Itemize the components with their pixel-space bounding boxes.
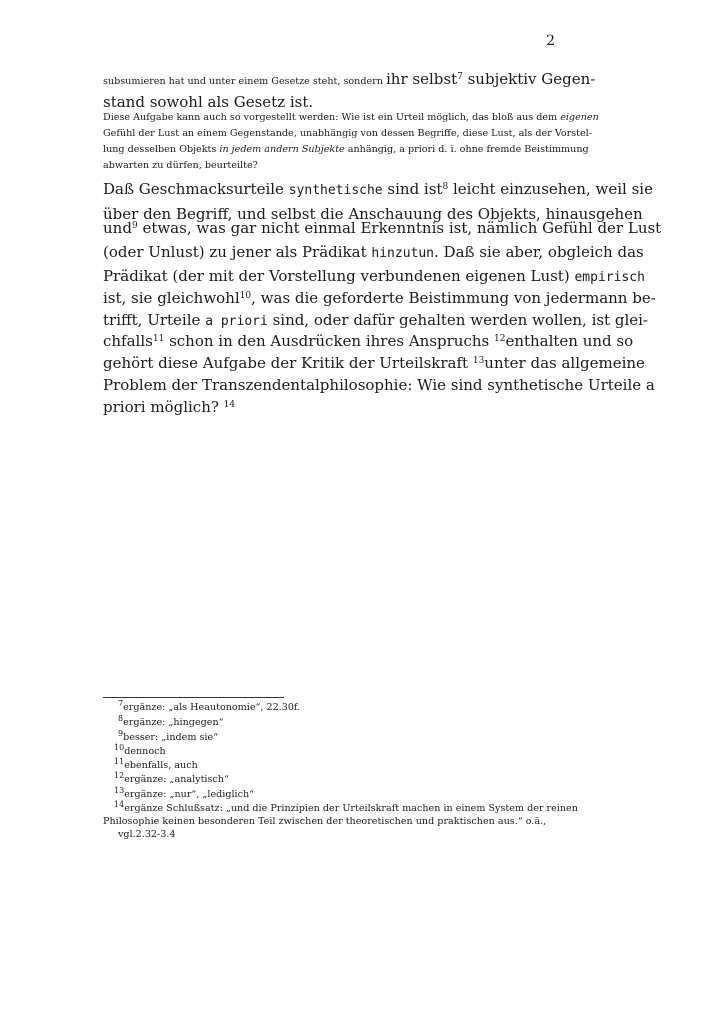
note-line-2: Gefühl der Lust an einem Gegenstande, unabhängig von dessen Begriffe, diese Lust, als der Vorstel-: [103, 128, 592, 139]
footnote-text: ebenfalls, auch: [124, 760, 198, 771]
footnote-14-line-3: vgl.2.32-3.4: [118, 829, 176, 840]
footnote-marker: 7: [118, 699, 124, 708]
footnote-8: [118, 716, 224, 729]
main-line-1: Daß Geschmacksurteile synthetische sind ist$^8$ leicht einzusehen, weil sie: [103, 180, 653, 198]
footnote-rule: [103, 697, 284, 698]
main-line-10: Problem der Transzendentalphilosophie: Wie sind synthetische Urteile a: [103, 376, 655, 394]
main-line-7: trifft, Urteile a priori sind, oder dafür gehalten werden wollen, ist glei-: [103, 311, 648, 329]
main-line-5: Prädikat (der mit der Vorstellung verbundenen eigenen Lust) empirisch: [103, 267, 645, 285]
main-line-2: über den Begriff, und selbst die Anschauung des Objekts, hinausgehen: [103, 205, 643, 223]
footnote-text: besser: „indem sie“: [123, 732, 219, 743]
footnote-marker: 8: [118, 714, 124, 723]
footnote-9: [118, 731, 218, 744]
main-line-11: priori möglich? $^{14}$: [103, 398, 236, 416]
footnote-marker: 11: [114, 757, 125, 766]
main-line-3-content: und$^9$ etwas, was gar nicht einmal Erkenntnis ist, nämlich Gefühl der Lust: [103, 219, 662, 237]
footnote-text: ergänze: „als Heautonomie“, 22.30f.: [123, 702, 301, 713]
footnote-12: [114, 773, 229, 786]
carryover-line-2: stand sowohl als Gesetz ist.: [103, 93, 314, 111]
page-number: 2: [546, 33, 555, 49]
footnote-text: ergänze: „hingegen“: [123, 717, 224, 728]
footnote-13: [114, 788, 254, 801]
footnote-marker: 14: [114, 800, 125, 809]
main-line-6: ist, sie gleichwohl$^{10}$, was die geforderte Beistimmung von jedermann be-: [103, 289, 656, 307]
footnote-14: [114, 802, 578, 815]
footnote-text: dennoch: [124, 746, 166, 757]
note-line-4: abwarten zu dürfen, beurteilte?: [103, 160, 258, 171]
main-line-8: chfalls$^{11}$ schon in den Ausdrücken ihres Anspruchs $^{12}$enthalten und so: [103, 332, 634, 350]
carryover-line-1: subsumieren hat und unter einem Gesetze steht, sondern ihr selbst$^7$ subjektiv Gegen-: [103, 70, 596, 88]
footnote-text: ergänze: „nur“, „lediglich“: [124, 789, 255, 800]
footnote-marker: 13: [114, 786, 125, 795]
main-line-4: (oder Unlust) zu jener als Prädikat hinzutun. Daß sie aber, obgleich das: [103, 243, 644, 261]
footnote-14-line-2: Philosophie keinen besonderen Teil zwischen der theoretischen und praktischen aus.“ o.ä.,: [103, 816, 547, 827]
footnote-marker: 9: [118, 729, 124, 738]
note-line-1: Diese Aufgabe kann auch so vorgestellt werden: Wie ist ein Urteil möglich, das bloß aus dem eigenen: [103, 112, 599, 123]
footnote-text: ergänze Schlußsatz: „und die Prinzipien der Urteilskraft machen in einem System der reinen: [124, 803, 578, 814]
footnote-marker: 12: [114, 771, 125, 780]
footnote-marker: 10: [114, 743, 125, 752]
footnote-text: ergänze: „analytisch“: [124, 774, 229, 785]
main-line-9: gehört diese Aufgabe der Kritik der Urteilskraft $^{13}$unter das allgemeine: [103, 354, 645, 372]
footnote-7: [118, 701, 300, 714]
note-line-3: lung desselben Objekts in jedem andern Subjekte anhängig, a priori d. i. ohne fremde Beistimmung: [103, 144, 589, 155]
footnote-11: [114, 759, 198, 772]
